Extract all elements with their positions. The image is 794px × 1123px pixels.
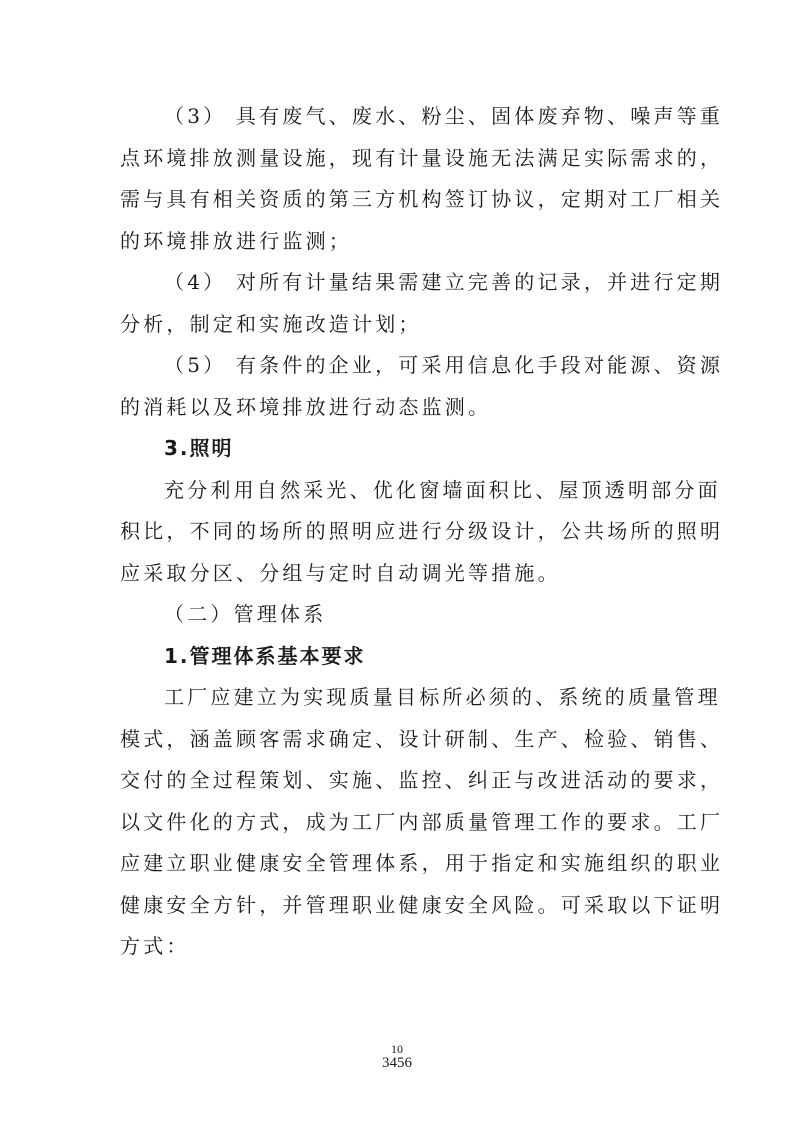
paragraph-line: （3） 具有废气、废水、粉尘、固体废弃物、噪声等重 [164, 104, 724, 128]
paragraph-line: （4） 对所有计量结果需建立完善的记录，并进行定期 [164, 270, 724, 294]
paragraph-line: 的消耗以及环境排放进行动态监测。 [120, 394, 492, 419]
subsection-heading: （二）管理体系 [164, 602, 327, 626]
paragraph-line: 交付的全过程策划、实施、监控、纠正与改进活动的要求， [120, 768, 724, 792]
paragraph-line: 充分利用自然采光、优化窗墙面积比、屋顶透明部分面 [164, 477, 721, 502]
section-heading: 1.管理体系基本要求 [164, 643, 366, 668]
paragraph-line: 以文件化的方式，成为工厂内部质量管理工作的要求。工厂 [120, 809, 724, 834]
paragraph-line: 点环境排放测量设施，现有计量设施无法满足实际需求的， [120, 145, 724, 170]
paragraph-line: 需与具有相关资质的第三方机构签订协议，定期对工厂相关 [120, 187, 724, 211]
paragraph-line: 应建立职业健康安全管理体系，用于指定和实施组织的职业 [120, 851, 724, 875]
paragraph-line: 工厂应建立为实现质量目标所必须的、系统的质量管理 [164, 685, 721, 709]
paragraph-line: 分析，制定和实施改造计划； [120, 311, 422, 336]
document-number: 3456 [382, 1055, 412, 1071]
section-heading: 3.照明 [164, 436, 234, 460]
paragraph-line: 健康安全方针，并管理职业健康安全风险。可采取以下证明 [120, 892, 724, 917]
paragraph-line: 积比，不同的场所的照明应进行分级设计，公共场所的照明 [120, 519, 724, 543]
paragraph-line: （5） 有条件的企业，可采用信息化手段对能源、资源 [164, 353, 724, 377]
page-number: 10 [391, 1042, 403, 1056]
paragraph-line: 模式，涵盖顾客需求确定、设计研制、生产、检验、销售、 [120, 726, 724, 751]
paragraph-line: 方式： [120, 934, 190, 958]
paragraph-line: 应采取分区、分组与定时自动调光等措施。 [120, 560, 561, 585]
paragraph-line: 的环境排放进行监测； [120, 228, 352, 253]
document-body [120, 96, 724, 968]
